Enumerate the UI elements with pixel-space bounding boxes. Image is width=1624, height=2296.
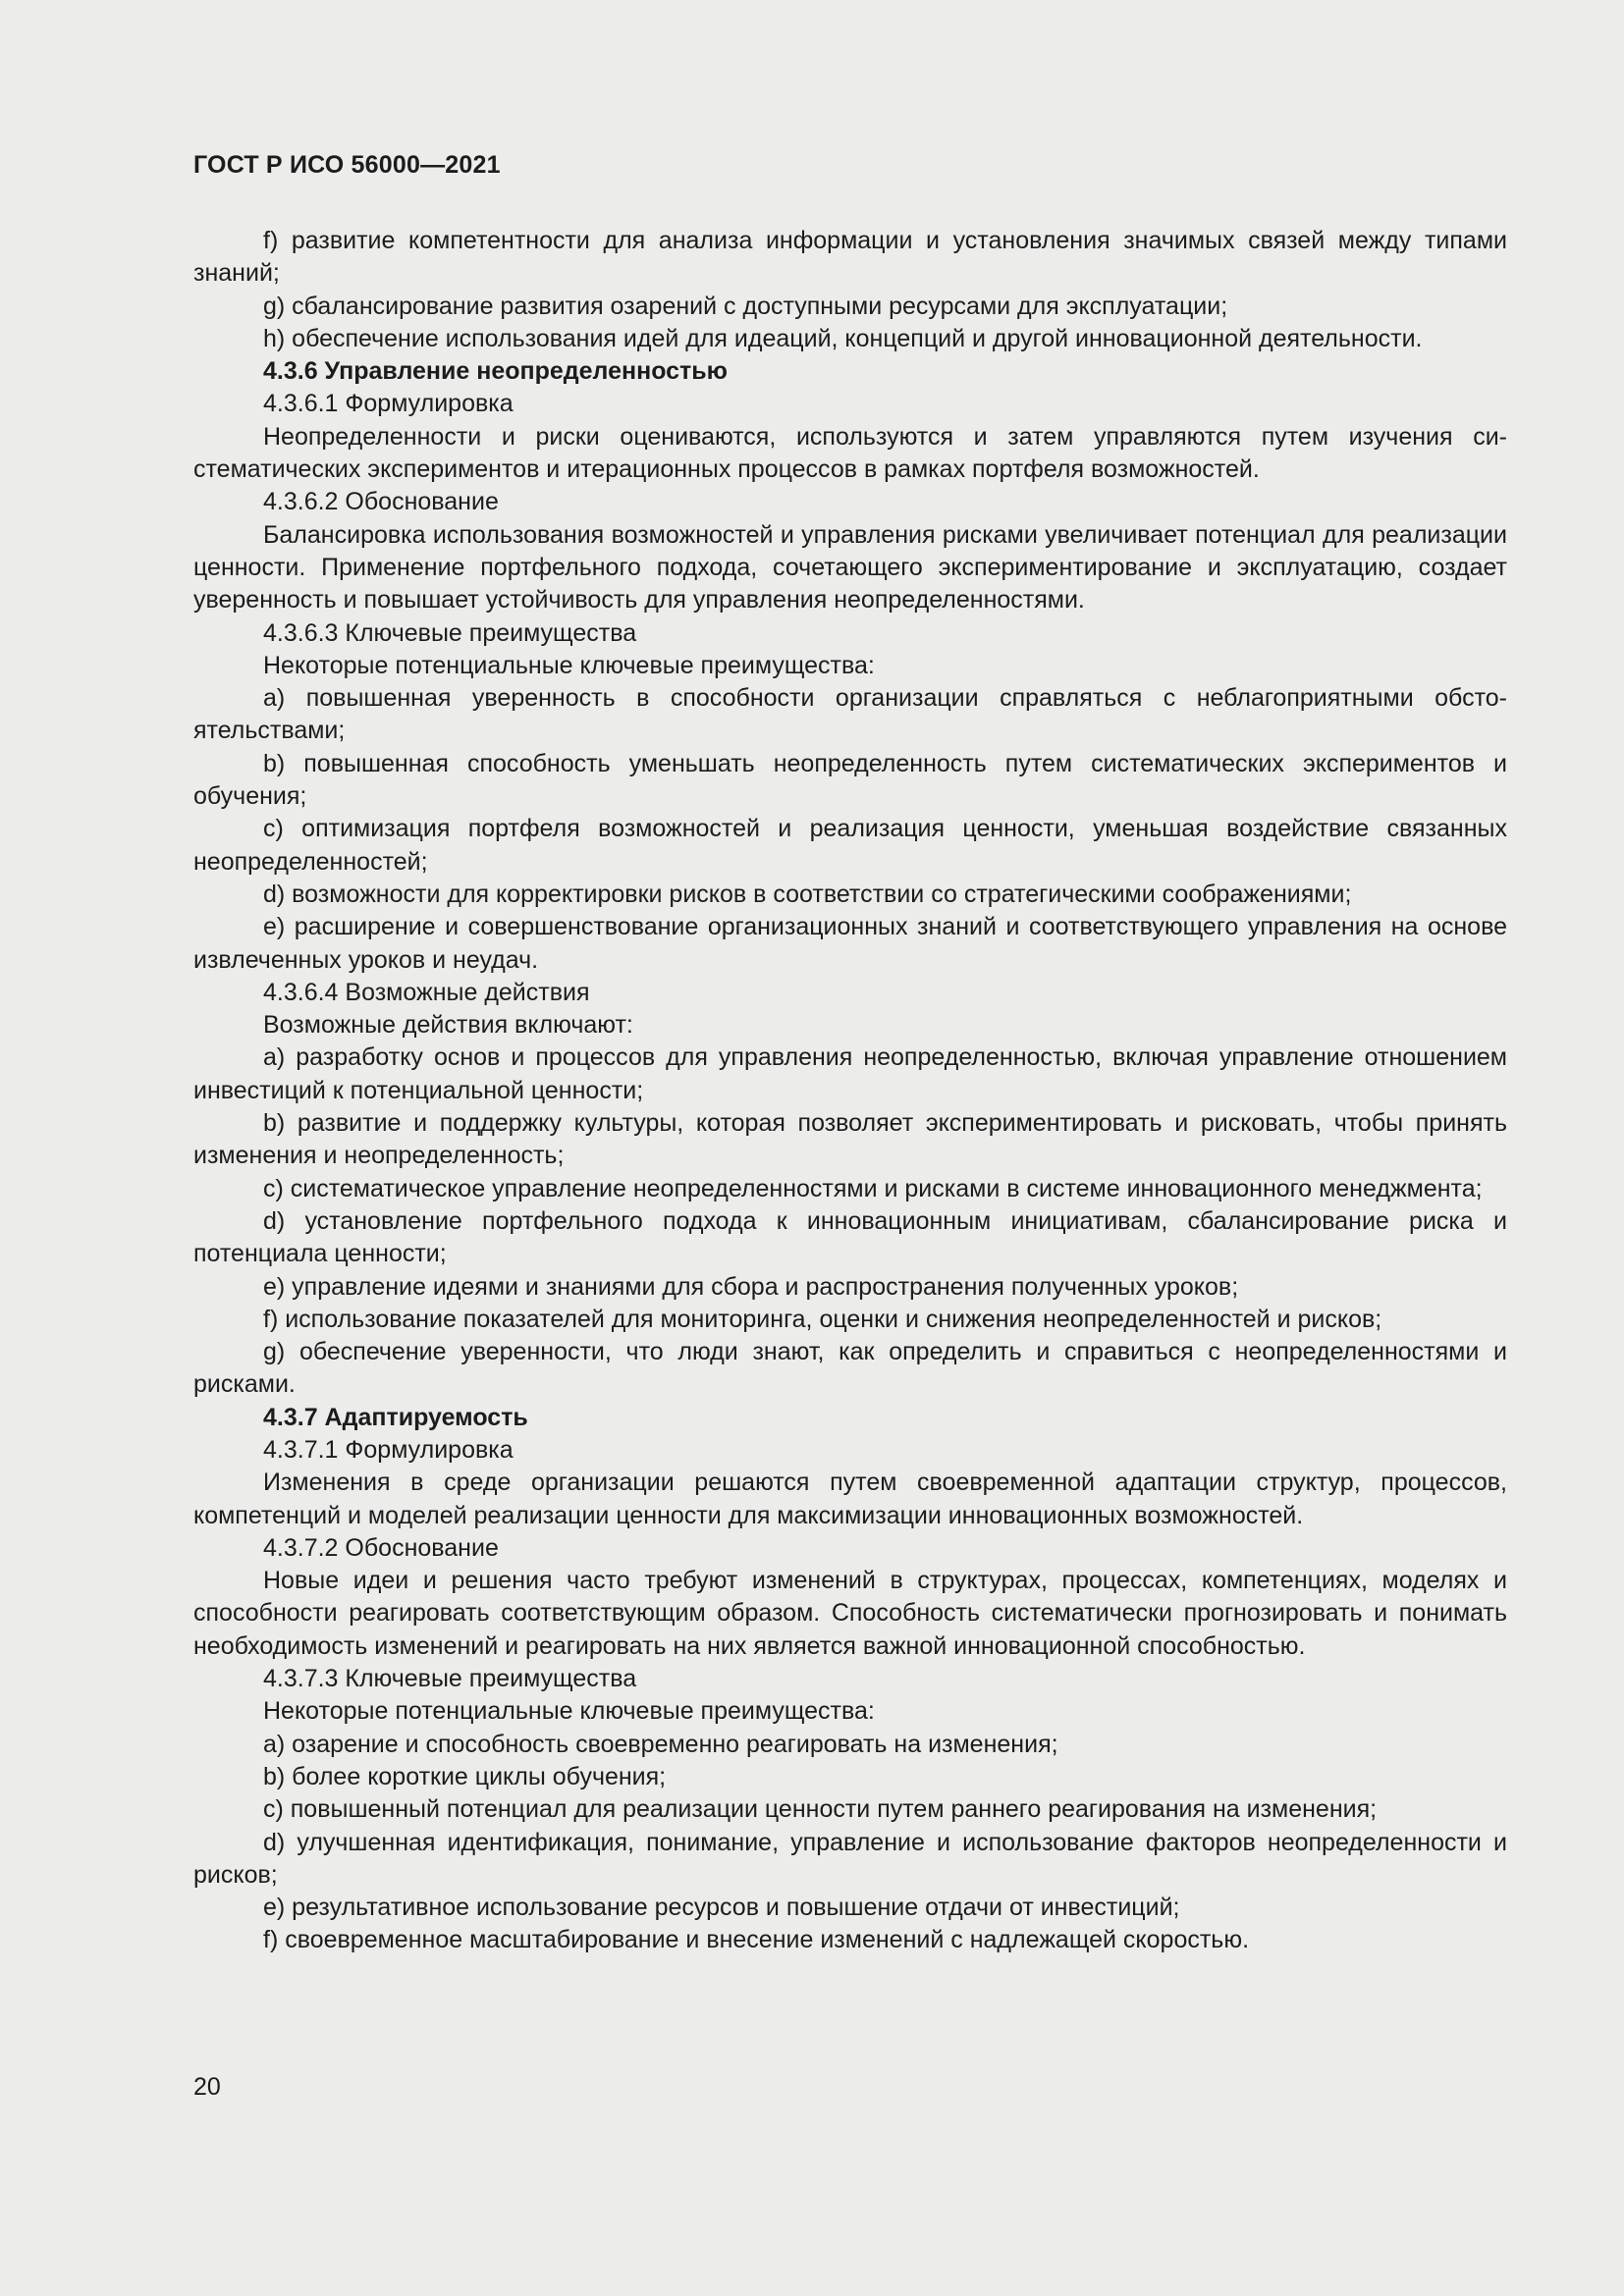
paragraph: b) развитие и поддержку культуры, которая позволяет экспериментировать и рисковать, чтобы принять изменения и неопределенность; — [193, 1109, 1507, 1170]
paragraph: c) повышенный потенциал для реализации ценности путем раннего реагирования на изменения; — [263, 1795, 1378, 1824]
paragraph: e) управление идеями и знаниями для сбора и распространения полученных уроков; — [263, 1272, 1239, 1301]
paragraph: Некоторые потенциальные ключевые преимущества: — [263, 1697, 875, 1726]
paragraph: Некоторые потенциальные ключевые преимущества: — [263, 651, 875, 679]
paragraph: c) систематическое управление неопределенностями и рисками в системе инновационного менеджмента; — [263, 1174, 1483, 1202]
paragraph: Возможные действия включают: — [263, 1011, 633, 1040]
paragraph: f) использование показателей для мониторинга, оценки и снижения неопределенностей и рисков; — [263, 1305, 1382, 1333]
paragraph: 4.3.6.3 Ключевые преимущества — [263, 618, 637, 647]
paragraph: d) установление портфельного подхода к инновационным инициативам, сбалансирование риска и потенциала ценности; — [193, 1206, 1507, 1268]
section-heading: 4.3.7 Адаптируемость — [263, 1403, 528, 1431]
paragraph: e) результативное использование ресурсов и повышение отдачи от инвестиций; — [263, 1894, 1180, 1922]
document-header: ГОСТ Р ИСО 56000—2021 — [193, 151, 501, 179]
paragraph: b) более короткие циклы обучения; — [263, 1762, 667, 1790]
paragraph: Неопределенности и риски оцениваются, используются и затем управляются путем изучения систематических экспериментов и итерационных процессов в рамках портфеля возможностей. — [193, 422, 1507, 484]
paragraph: c) оптимизация портфеля возможностей и реализация ценности, уменьшая воздействие связанных неопределенностей; — [193, 815, 1507, 876]
paragraph: b) повышенная способность уменьшать неопределенность путем систематических экспериментов и обучения; — [193, 749, 1507, 811]
paragraph: g) обеспечение уверенности, что люди знают, как определить и справиться с неопределенностями и рисками. — [193, 1338, 1507, 1399]
paragraph: 4.3.6.1 Формулировка — [263, 390, 514, 418]
paragraph: f) своевременное масштабирование и внесение изменений с надлежащей скоростью. — [263, 1926, 1250, 1954]
paragraph: h) обеспечение использования идей для идеаций, концепций и другой инновационной деятельности. — [263, 324, 1423, 352]
page-number: 20 — [193, 2073, 221, 2101]
paragraph: e) расширение и совершенствование организационных знаний и соответствующего управления на основе извлеченных уроков и неудач. — [193, 913, 1507, 974]
paragraph: Новые идеи и решения часто требуют изменений в структурах, процессах, компетенциях, моделях и способности реагировать соответствующим образом. Способность систематически прогнозировать и понимать необходимость изменений и реагировать на них является важной инновационной способностью. — [193, 1567, 1507, 1660]
paragraph: a) озарение и способность своевременно реагировать на изменения; — [263, 1730, 1058, 1758]
paragraph: 4.3.6.2 Обоснование — [263, 488, 499, 516]
paragraph: 4.3.7.1 Формулировка — [263, 1435, 514, 1464]
paragraph: Изменения в среде организации решаются путем своевременной адаптации структур, процессов, компетенций и моделей реализации ценности для максимизации инновационных возможностей. — [193, 1468, 1507, 1529]
paragraph: d) возможности для корректировки рисков в соответствии со стратегическими соображениями; — [263, 880, 1352, 908]
paragraph: 4.3.7.3 Ключевые преимущества — [263, 1665, 637, 1693]
paragraph: Балансировка использования возможностей и управления рисками увеличивает потенциал для реализации ценности. Применение портфельного подхода, сочетающего экспериментирование и эксплуатацию, создает уверенность и повышает устойчивость для управления неопределенностями. — [193, 520, 1507, 614]
document-body — [193, 225, 1507, 1957]
paragraph: a) разработку основ и процессов для управления неопределенностью, включая управление отношением инвестиций к потенциальной ценности; — [193, 1043, 1507, 1104]
paragraph: f) развитие компетентности для анализа информации и установления значимых связей между типами знаний; — [193, 227, 1507, 288]
paragraph: 4.3.6.4 Возможные действия — [263, 978, 590, 1006]
paragraph: d) улучшенная идентификация, понимание, управление и использование факторов неопределенности и рисков; — [193, 1828, 1507, 1889]
paragraph: 4.3.7.2 Обоснование — [263, 1533, 499, 1562]
paragraph: g) сбалансирование развития озарений с доступными ресурсами для эксплуатации; — [263, 292, 1228, 320]
paragraph: a) повышенная уверенность в способности организации справляться с неблагоприятными обстоятельствами; — [193, 684, 1507, 745]
section-heading: 4.3.6 Управление неопределенностью — [263, 357, 729, 386]
